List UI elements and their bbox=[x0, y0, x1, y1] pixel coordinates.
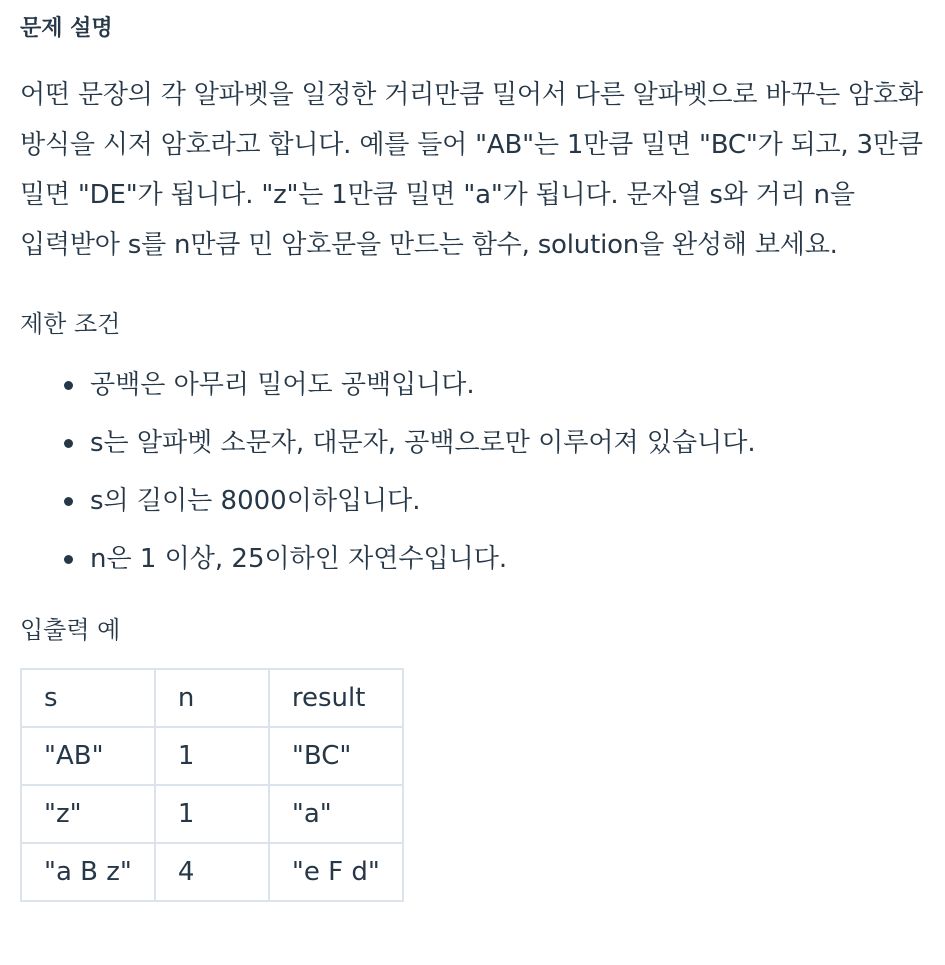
constraint-item bbox=[90, 414, 925, 472]
table-cell-n: 1 bbox=[155, 727, 269, 785]
table-row bbox=[21, 843, 403, 901]
bullet-icon bbox=[64, 555, 73, 564]
table-cell-s: "AB" bbox=[21, 727, 155, 785]
table-cell-s: "a B z" bbox=[21, 843, 155, 901]
table-cell-result: "a" bbox=[269, 785, 403, 843]
bullet-icon bbox=[64, 497, 73, 506]
constraints-list bbox=[20, 356, 925, 588]
problem-title: 문제 설명 bbox=[20, 16, 113, 41]
table-cell-s: "z" bbox=[21, 785, 155, 843]
table-cell-n: 4 bbox=[155, 843, 269, 901]
table-header-s: s bbox=[21, 669, 155, 727]
examples-table bbox=[20, 668, 404, 902]
bullet-icon bbox=[64, 381, 73, 390]
table-header-row bbox=[21, 669, 403, 727]
table-header-result: result bbox=[269, 669, 403, 727]
constraint-text: s는 알파벳 소문자, 대문자, 공백으로만 이루어져 있습니다. bbox=[90, 428, 756, 458]
constraint-text: n은 1 이상, 25이하인 자연수입니다. bbox=[90, 544, 508, 574]
constraint-text: 공백은 아무리 밀어도 공백입니다. bbox=[90, 370, 475, 400]
problem-description: 어떤 문장의 각 알파벳을 일정한 거리만큼 밀어서 다른 알파벳으로 바꾸는 암호화 방식을 시저 암호라고 합니다. 예를 들어 "AB"는 1만큼 밀면 "BC"가 되고, 3만큼 밀면 "DE"가 됩니다. "z"는 1만큼 밀면 "a"가 됩니다. 문자열 s와 거리 n을 입력받아 s를 n만큼 민 암호문을 만드는 함수, solution을 완성해 보세요. bbox=[20, 80, 923, 260]
bullet-icon bbox=[64, 439, 73, 448]
table-cell-n: 1 bbox=[155, 785, 269, 843]
table-row bbox=[21, 785, 403, 843]
table-cell-result: "BC" bbox=[269, 727, 403, 785]
table-row bbox=[21, 727, 403, 785]
table-cell-result: "e F d" bbox=[269, 843, 403, 901]
table-header-n: n bbox=[155, 669, 269, 727]
constraints-title: 제한 조건 bbox=[20, 310, 121, 338]
examples-title: 입출력 예 bbox=[20, 616, 121, 644]
constraint-item bbox=[90, 472, 925, 530]
constraint-item bbox=[90, 530, 925, 588]
constraint-text: s의 길이는 8000이하입니다. bbox=[90, 486, 421, 516]
constraint-item bbox=[90, 356, 925, 414]
